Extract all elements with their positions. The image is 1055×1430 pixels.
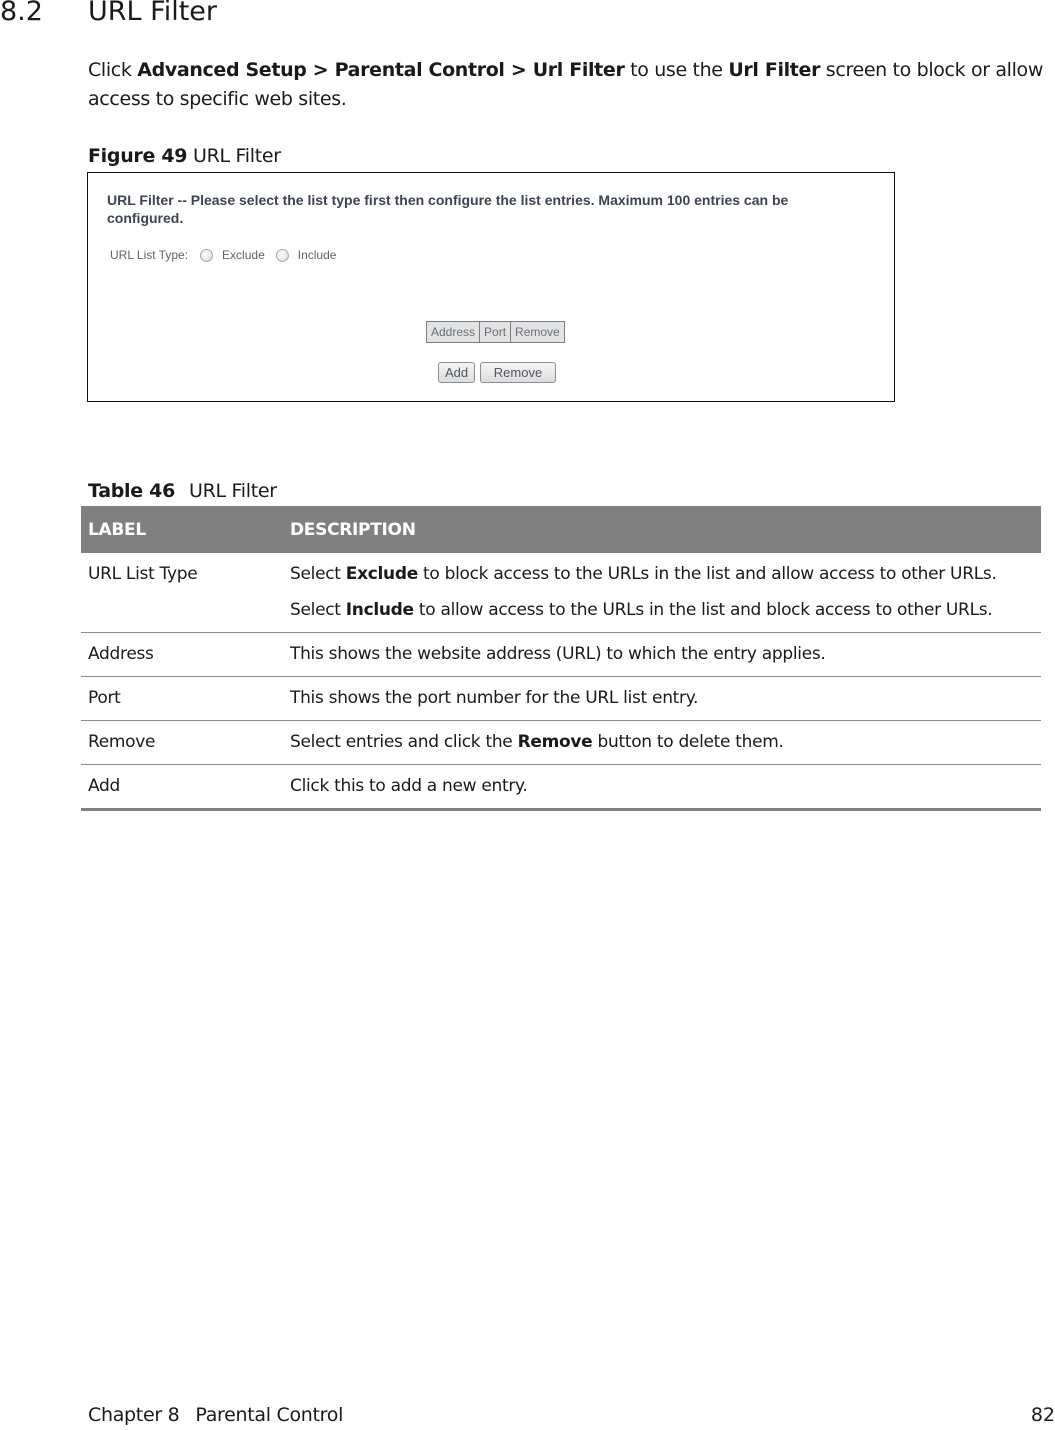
include-radio[interactable]: [276, 249, 289, 262]
desc-text: to block access to the URLs in the list and allow access to other URLs.: [417, 564, 997, 584]
table-row: [81, 633, 1041, 677]
section-number: 8.2: [0, 0, 43, 27]
screen-name: Url Filter: [728, 59, 821, 81]
exclude-radio-label[interactable]: Exclude: [222, 248, 265, 262]
row-label: Add: [81, 765, 283, 810]
include-radio-label[interactable]: Include: [297, 248, 337, 262]
desc-bold: Include: [345, 600, 414, 620]
table-row: [81, 677, 1041, 721]
row-description: [283, 553, 1041, 633]
exclude-radio[interactable]: [200, 249, 213, 262]
row-description: [283, 721, 1041, 765]
desc-bold: Exclude: [345, 564, 418, 584]
desc-text: to allow access to the URLs in the list and block access to other URLs.: [413, 600, 993, 620]
url-filter-screenshot: [87, 172, 895, 402]
row-description: Click this to add a new entry.: [283, 765, 1041, 810]
column-header-remove: Remove: [511, 322, 564, 342]
row-description: This shows the port number for the URL list entry.: [283, 677, 1041, 721]
row-label: Remove: [81, 721, 283, 765]
screen-title: URL Filter -- Please select the list type first then configure the list entries. Maximum 100 entries can be configured.: [107, 192, 789, 226]
url-list-type-label: URL List Type:: [110, 248, 189, 262]
page-number: 82: [1030, 1404, 1055, 1426]
row-label: URL List Type: [81, 553, 283, 633]
row-description: This shows the website address (URL) to which the entry applies.: [283, 633, 1041, 677]
figure-caption: [88, 143, 281, 169]
table-row: [81, 553, 1041, 633]
desc-bold: Remove: [517, 732, 593, 752]
header-description: DESCRIPTION: [283, 506, 1041, 553]
section-title: URL Filter: [88, 0, 218, 27]
desc-text: Select: [290, 600, 346, 620]
desc-text: Select entries and click the: [290, 732, 518, 752]
url-filter-table: [81, 506, 1041, 811]
table-header-row: [81, 506, 1041, 553]
column-header-address: Address: [427, 322, 480, 342]
menu-path: Advanced Setup > Parental Control > Url Filter: [137, 59, 625, 81]
section-heading: [0, 0, 217, 30]
chapter-number: Chapter 8: [88, 1404, 180, 1426]
row-label: Port: [81, 677, 283, 721]
intro-text: Click: [88, 59, 138, 81]
intro-text: screen to block or allow access to specific web sites.: [88, 59, 1044, 110]
figure-label: Figure 49: [88, 145, 188, 167]
add-button[interactable]: Add: [438, 362, 475, 383]
desc-text: button to delete them.: [592, 732, 784, 752]
url-list-type-row: [110, 248, 347, 262]
table-row: [81, 721, 1041, 765]
chapter-title: Parental Control: [195, 1404, 344, 1426]
column-header-port: Port: [480, 322, 511, 342]
table-title: URL Filter: [189, 480, 277, 502]
intro-paragraph: [88, 56, 1053, 114]
remove-button[interactable]: Remove: [480, 362, 556, 383]
row-label: Address: [81, 633, 283, 677]
header-label: LABEL: [81, 506, 283, 553]
table-row: [81, 765, 1041, 810]
url-list-table-header: [426, 321, 565, 343]
desc-text: Select: [290, 564, 346, 584]
figure-title: URL Filter: [192, 145, 281, 167]
table-label: Table 46: [88, 480, 175, 502]
table-caption: [88, 478, 277, 504]
page-footer-chapter: [88, 1404, 343, 1426]
intro-text: to use the: [624, 59, 729, 81]
